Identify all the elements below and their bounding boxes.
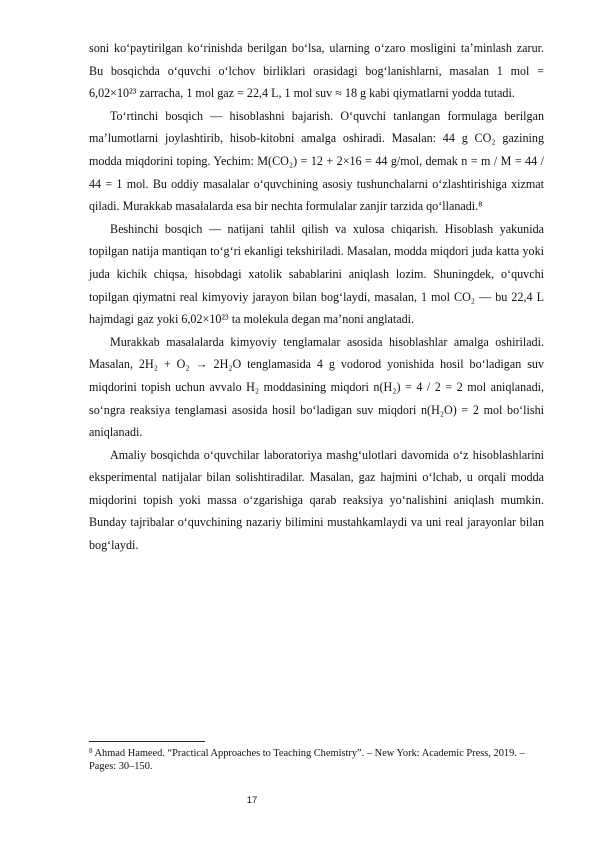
page-number: 17 <box>246 795 258 806</box>
paragraph-1: soni ko‘paytirilgan ko‘rinishda berilgan bo‘lsa, ularning o‘zaro mosligini ta’minlash zarur. Bu bosqichda o‘quvchi o‘lchov birliklari orasidagi bog‘lanishlarni, masalan 1 mol = 6,02×10²³ zarracha, 1 mol gaz = 22,4 L, 1 mol suv ≈ 18 g kabi qiymatlarni yodda tutadi. <box>89 41 544 101</box>
body-text <box>89 37 544 557</box>
paragraph-5: Amaliy bosqichda o‘quvchilar laboratoriya mashg‘ulotlari davomida o‘z hisoblashlarini eksperimental natijalar bilan solishtiradilar. Masalan, gaz hajmini o‘lchab, u orqali modda miqdorini topish yoki massa o‘zgarishiga qarab reaksiya yo‘nalishini aniqlash mumkin. Bunday tajribalar o‘quvchining nazariy bilimini mustahkamlaydi va uni real jarayonlar bilan bog‘laydi. <box>89 447 544 553</box>
footnote-divider <box>89 741 205 742</box>
footnote <box>89 748 544 773</box>
footnote-marker: 8 <box>89 747 93 755</box>
paragraph-3: Beshinchi bosqich — natijani tahlil qilish va xulosa chiqarish. Hisoblash yakunida topilgan natija mantiqan to‘g‘ri ekanligi tekshiriladi. Masalan, modda miqdori juda katta yoki juda kichik chiqsa, hisobdagi xatolik sabablarini aniqlash lozim. Shuningdek, o‘quvchi topilgan qiymatni real kimyoviy jarayon bilan bog‘laydi, masalan, 1 mol CO₂ — bu 22,4 L hajmdagi gaz yoki 6,02×10²³ ta molekula degan ma’noni anglatadi. <box>89 221 544 327</box>
paragraph-4: Murakkab masalalarda kimyoviy tenglamalar asosida hisoblashlar amalga oshiriladi. Masalan, 2H₂ + O₂ → 2H₂O tenglamasida 4 g vodorod yonishida hosil bo‘ladigan suv miqdorini topish uchun avvalo H₂ moddasining miqdori n(H₂) = 4 / 2 = 2 mol aniqlanadi, so‘ngra reaksiya tenglamasi asosida hosil bo‘ladigan suv miqdori n(H₂O) = 2 mol bo‘lishi aniqlanadi. <box>89 334 544 440</box>
footnote-text: Ahmad Hameed. “Practical Approaches to Teaching Chemistry”. – New York: Academic Press, 2019. – Pages: 30–150. <box>89 748 525 772</box>
paragraph-2: To‘rtinchi bosqich — hisoblashni bajarish. O‘quvchi tanlangan formulaga berilgan ma’lumotlarni joylashtirib, hisob-kitobni amalga oshiradi. Masalan: 44 g CO₂ gazining modda miqdorini toping. Yechim: M(CO₂) = 12 + 2×16 = 44 g/mol, demak n = m / M = 44 / 44 = 1 mol. Bu oddiy masalalar o‘quvchining asosiy tushunchalarni o‘zlashtirishiga xizmat qiladi. Murakkab masalalarda esa bir nechta formulalar zanjir tarzida qo‘llanadi.⁸ <box>89 108 544 214</box>
